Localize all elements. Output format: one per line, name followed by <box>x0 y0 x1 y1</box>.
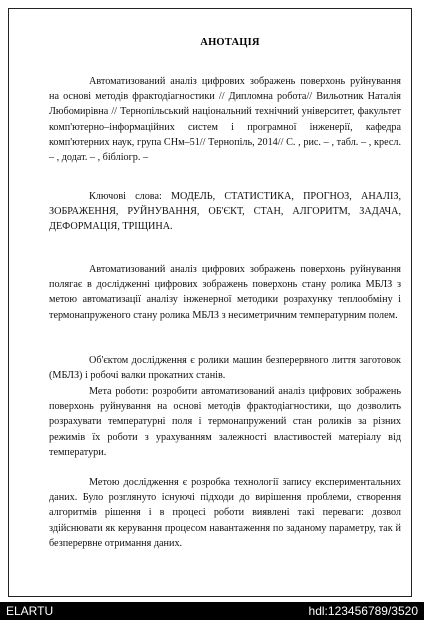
goal-paragraph <box>49 384 401 460</box>
keywords-text: Ключові слова: МОДЕЛЬ, СТАТИСТИКА, ПРОГНОЗ, АНАЛІЗ, ЗОБРАЖЕННЯ, РУЙНУВАННЯ, ОБ'ЄКТ, СТАН, АЛГОРИТМ, ЗАДАЧА, ДЕФОРМАЦІЯ, ТРІЩИНА. <box>49 191 401 233</box>
object-text: Об'єктом дослідження є ролики машин безперервного лиття заготовок (МБЛЗ) і робочі валки прокатних станів. <box>49 355 401 382</box>
footer-handle-label: hdl:123456789/3520 <box>308 604 418 618</box>
summary-paragraph <box>49 262 401 323</box>
document-page <box>8 8 412 597</box>
footer-source-label: ELARTU <box>6 604 54 618</box>
abstract-text: Автоматизований аналіз цифрових зображень поверхонь руйнування на основі методів фрактодіагностики // Дипломна робота// Вильотник Наталія Любомирівна // Тернопільський національний технічний університет, факультет комп'ютерно–інформаційних систем і програмної інженерії, кафедра комп'ютерних наук, група СНм–51// Тернопіль, 2014// С. , рис. – , табл. – , кресл. – , додат. – , бібліогр. – <box>49 76 401 164</box>
purpose-text: Метою дослідження є розробка технології запису експериментальних даних. Було розглянуто існуючі підходи до вирішення проблеми, створення алгоритмів рішення і в процесі роботи виявлені такі переваги: дозвол здійснювати як керування процесом навантаження по заданому параметру, так й безперервне отримання даних. <box>49 477 401 549</box>
goal-text: Мета роботи: розробити автоматизований аналіз цифрових зображень поверхонь руйнування на основі методів фрактодіагностики, що дозволить розрахувати температурні поля і термонапружений стан роликів за різних режимів їх роботи з урахуванням залежності властивостей матеріалу від температури. <box>49 386 401 458</box>
summary-text: Автоматизований аналіз цифрових зображень поверхонь руйнування полягає в дослідженні цифрових зображень поверхонь стану ролика МБЛЗ з метою автоматизації аналізу інженерної методики розрахунку теплообміну і термонапруженого стану ролика МБЛЗ з несиметричним температурним полем. <box>49 264 401 321</box>
abstract-paragraph <box>49 74 401 165</box>
footer-bar <box>0 602 424 620</box>
object-paragraph <box>49 353 401 383</box>
purpose-paragraph <box>49 475 401 551</box>
keywords-paragraph <box>49 189 401 235</box>
page-title: АНОТАЦІЯ <box>200 37 260 48</box>
